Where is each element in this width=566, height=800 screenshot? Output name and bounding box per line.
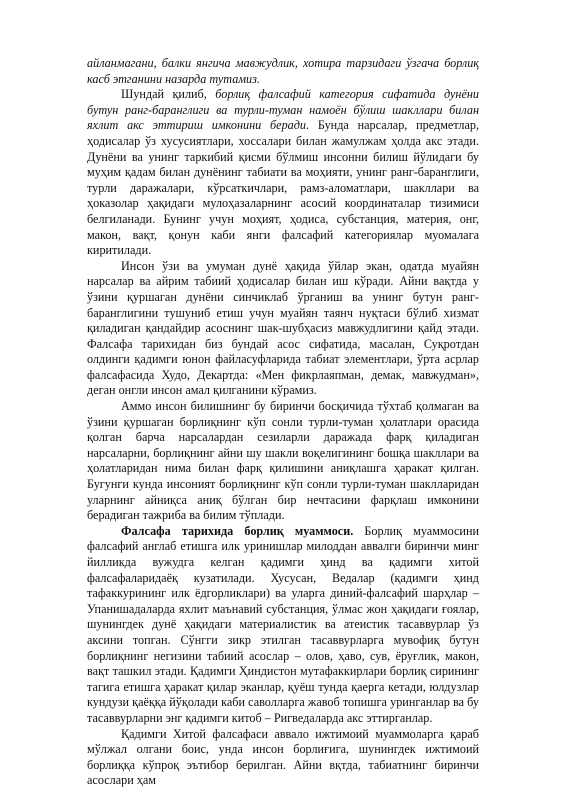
paragraph-text: Инсон ўзи ва умуман дунё ҳақида ўйлар экан, одатда муайян нарсалар ва айрим табиий ҳодисалар билан иш кўради. Айни вақтда у ўзини қуршаган дунёни синчиклаб ўрганиш ва унинг бутун ранг-баранглигини тушуниб етиш учун муайян таянч нуқтаси бўлиб хизмат қиладиган қандайдир асоснинг шак-шубҳасиз мавжудлигини қайд этади. Фалсафа тарихидан биз бундай асос сифатида, масалан, Суқротдан олдинги қадимги юнон файласуфларида табиат элементлари, ўрта асрлар фалсафасида Худо, Декартда: «Мен фикрлаяпман, демак, мавжудман», деган онгли инсон амал қилганини кўрамиз.: [87, 258, 479, 398]
paragraph-text: Борлиқ муаммосини фалсафий англаб етишга илк уринишлар милоддан аввалги биринчи минг йилликда вужудга келган қадимги ҳинд ва қадимги хитой фалсафаларидаёқ кузатилади. Хусусан, Ведалар (қадимги ҳинд тафаккурининг илк ёдгорликлари) ва уларга диний-фалсафий шарҳлар – Упанишадаларда яхлит маънавий субстанция, ўлмас жон ҳақидаги ғоялар, шунингдек дунё ҳақидаги материалистик ва атеистик тасаввурлар ўз аксини топган. Сўнгги зикр этилган тасаввурларга мувофиқ бутун борлиқнинг негизини табиий асослар – олов, ҳаво, сув, ёруғлик, макон, вақт ташкил этади. Қадимги Ҳиндистон мутафаккирлари борлиқ сирининг тагига етишга ҳаракат қилар эканлар, қуёш тунда қаерга кетади, юлдузлар кундузи қаёққа йўқолади каби саволларга жавоб топишга уринганлар ва бу тасаввурларни энг қадимги китоб – Ригведаларда акс эттирганлар.: [87, 523, 479, 725]
paragraph-text: Қадимги Хитой фалсафаси аввало ижтимоий муаммоларга қараб мўлжал олгани боис, унда инсон борлиғига, шунингдек ижтимоий борлиққа кўпроқ эътибор берилган. Айни вқтда, табиатнинг биринчи асослари ҳам: [87, 726, 479, 788]
paragraph-text: айланмагани, балки янгича мавжудлик, хотира тарзидаги ўзгача борлиқ касб этганини назарда тутамиз.: [87, 56, 479, 86]
paragraph-text: Аммо инсон билишнинг бу биринчи босқичида тўхтаб қолмаган ва ўзини қуршаган борлиқнинг кўп сонли турли-туман ҳолатлари орасида қолган барча нарсалардан сезиларли даражада фарқ қиладиган нарсаларни, борлиқнинг айни шу шакли воқелигининг бошқа шакллари ва ҳолатларидан нима билан фарқ қилишини аниқлашга ҳаракат қилган. Бугунги кунда инсоният борлиқнинг кўп сонли турли-туман шаклларидан уларнинг айниқса аниқ бўлган бир нечтасини фарқлаш имконини берадиган тажриба ва билим тўплади.: [87, 399, 479, 523]
paragraph-cognition-stage: [87, 399, 479, 524]
paragraph-lead: Шундай қилиб,: [121, 87, 216, 102]
section-heading: Фалсафа тарихида борлиқ муаммоси.: [121, 523, 354, 538]
paragraph-chinese-philosophy: [87, 727, 479, 789]
paragraph-continuation: [87, 56, 479, 87]
paragraph-history-of-being: [87, 524, 479, 727]
paragraph-being-category: [87, 87, 479, 259]
italic-definition: борлиқ фалсафий категория сифатида дунёни бутун ранг-баранглиги ва турли-туман намоён бўлиш шакллари билан яхлит акс эттириш имконини беради: [87, 87, 479, 133]
document-page: [87, 56, 479, 789]
paragraph-human-world: [87, 259, 479, 399]
paragraph-text: . Бунда нарсалар, предметлар, ҳодисалар ўз хусусиятлари, хоссалари билан жамулжам ҳолда акс этади. Дунёни ва унинг таркибий қисми бўлмиш инсонни билиш йўлидаги бу муҳим қадам билан дунёнинг табиати ва моҳияти, унинг ранг-баранглиги, турли даражалари, кўрсаткичлари, рамз-аломатлари, шакллари ва ҳоказолар ҳақидаги мулоҳазаларнинг асосий координаталар тизимиси белгиланади. Бунинг учун моҳият, ҳодиса, субстанция, материя, онг, макон, вақт, қонун каби янги фалсафий категориялар муомалага киритилади.: [87, 118, 479, 258]
